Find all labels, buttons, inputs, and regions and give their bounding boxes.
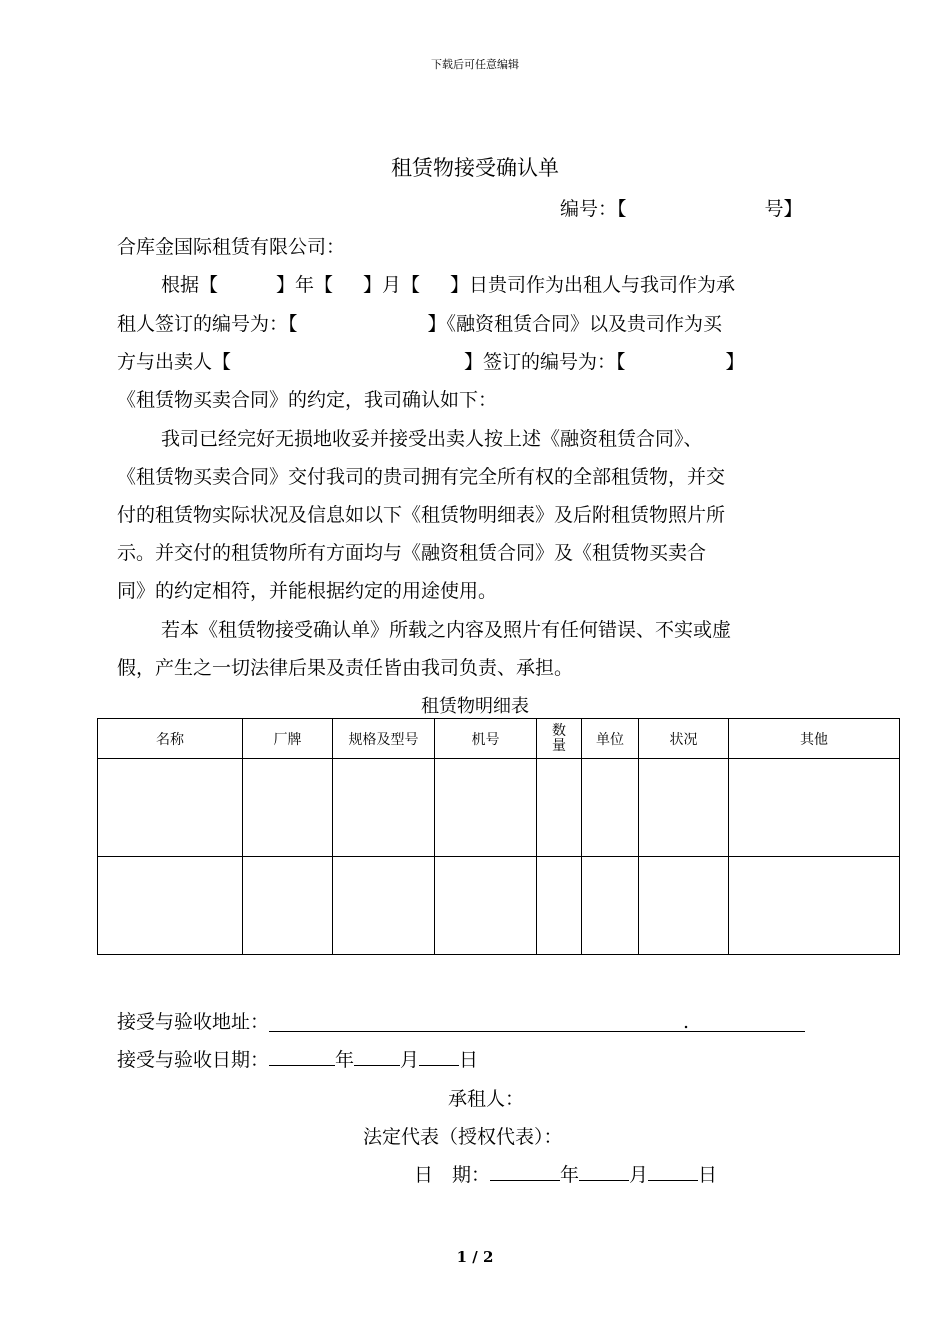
table-cell[interactable]	[243, 857, 333, 955]
number-bracket-close: 号】	[764, 198, 803, 220]
table-cell[interactable]	[729, 857, 900, 955]
month-unit: 月	[400, 1049, 420, 1071]
para1-text: 】	[725, 351, 745, 373]
para3-line: 若本《租赁物接受确认单》所载之内容及照片有任何错误、不实或虚	[161, 619, 732, 641]
table-header-row	[98, 719, 900, 759]
year-unit: 年	[560, 1164, 580, 1186]
para1-text: 方与出卖人【	[117, 351, 232, 373]
para1-text: 根据【	[161, 274, 219, 296]
para1-text: 】月【	[363, 274, 421, 296]
col-header-machine-no: 机号	[435, 719, 537, 759]
table-cell[interactable]	[435, 857, 537, 955]
table-cell[interactable]	[243, 759, 333, 857]
acceptance-address-line	[117, 1007, 805, 1034]
date-label: 接受与验收日期：	[117, 1049, 270, 1071]
para1-line4: 《租赁物买卖合同》的约定，我司确认如下：	[117, 389, 498, 411]
para1-text: 】日贵司作为出租人与我司作为承	[450, 274, 736, 296]
para1-text: 】年【	[276, 274, 334, 296]
table-cell[interactable]	[537, 759, 582, 857]
col-header-spec: 规格及型号	[333, 719, 435, 759]
address-field[interactable]	[269, 1011, 805, 1032]
col-header-other: 其他	[729, 719, 900, 759]
para3-line: 假，产生之一切法律后果及责任皆由我司负责、承担。	[117, 657, 574, 679]
table-cell[interactable]	[333, 759, 435, 857]
representative-label: 法定代表（授权代表）：	[363, 1126, 563, 1148]
address-label: 接受与验收地址：	[117, 1011, 270, 1033]
year-unit: 年	[335, 1049, 355, 1071]
table-cell[interactable]	[333, 857, 435, 955]
address-dot: .	[682, 1011, 690, 1033]
para2-line: 我司已经完好无损地收妥并接受出卖人按上述《融资租赁合同》、	[161, 428, 703, 450]
table-row	[98, 857, 900, 955]
para1-line3	[117, 347, 745, 374]
para2-line: 同》的约定相符，并能根据约定的用途使用。	[117, 580, 498, 602]
table-cell[interactable]	[729, 759, 900, 857]
header-note: 下载后可任意编辑	[431, 58, 519, 71]
day-unit: 日	[698, 1164, 718, 1186]
sign-year-field[interactable]	[490, 1160, 560, 1181]
document-number-line	[560, 194, 803, 221]
table-cell[interactable]	[582, 759, 639, 857]
day-unit: 日	[459, 1049, 479, 1071]
para1-line2	[117, 309, 722, 336]
table-cell[interactable]	[98, 759, 243, 857]
para2-line: 《租赁物买卖合同》交付我司的贵司拥有完全所有权的全部租赁物，并交	[117, 466, 726, 488]
table-row	[98, 759, 900, 857]
number-label: 编号：	[560, 198, 618, 220]
lease-items-table	[97, 718, 900, 955]
sign-month-field[interactable]	[579, 1160, 629, 1181]
table-cell[interactable]	[582, 857, 639, 955]
para1-line1	[161, 270, 735, 297]
sign-day-field[interactable]	[648, 1160, 698, 1181]
col-header-quantity: 数量	[537, 719, 582, 759]
addressee: 合库金国际租赁有限公司：	[117, 236, 346, 258]
para1-text: 】《融资租赁合同》以及贵司作为买	[427, 313, 723, 335]
col-header-unit: 单位	[582, 719, 639, 759]
date-month-field[interactable]	[354, 1045, 400, 1066]
page-indicator: 1 / 2	[456, 1248, 494, 1266]
table-cell[interactable]	[435, 759, 537, 857]
date-year-field[interactable]	[269, 1045, 335, 1066]
lessee-label: 承租人：	[448, 1088, 525, 1110]
table-cell[interactable]	[639, 759, 729, 857]
number-bracket-open: 【	[617, 198, 627, 220]
col-header-name: 名称	[98, 719, 243, 759]
acceptance-date-line	[117, 1045, 478, 1072]
col-header-brand: 厂牌	[243, 719, 333, 759]
col-header-condition: 状况	[639, 719, 729, 759]
para2-line: 付的租赁物实际状况及信息如以下《租赁物明细表》及后附租赁物照片所	[117, 504, 726, 526]
sign-date-line	[414, 1160, 717, 1187]
table-cell[interactable]	[98, 857, 243, 955]
para2-line: 示。并交付的租赁物所有方面均与《融资租赁合同》及《租赁物买卖合	[117, 542, 707, 564]
sign-date-label: 日 期：	[414, 1164, 491, 1186]
table-title: 租赁物明细表	[421, 696, 529, 717]
table-cell[interactable]	[537, 857, 582, 955]
month-unit: 月	[629, 1164, 649, 1186]
table-cell[interactable]	[639, 857, 729, 955]
para1-text: 租人签订的编号为：【	[117, 313, 298, 335]
date-day-field[interactable]	[419, 1045, 459, 1066]
para1-text: 】签订的编号为：【	[464, 351, 626, 373]
page-title: 租赁物接受确认单	[391, 156, 559, 180]
